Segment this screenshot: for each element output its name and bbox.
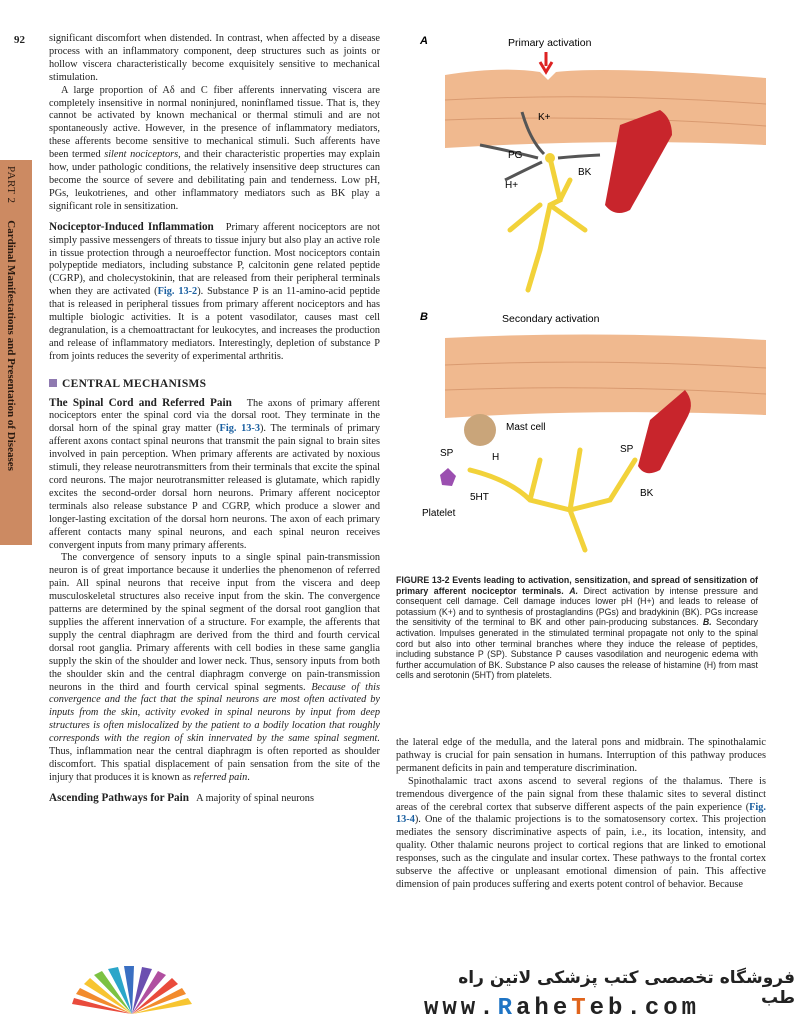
figure-link[interactable]: Fig. 13-2 <box>157 286 198 298</box>
paragraph: The convergence of sensory inputs to a single spinal pain-transmission neuron is of great importance because it underlies the phenomenon of referred pain. All spinal neurons that receive input from the viscera and deep musculoskeletal structures also receive input from the skin. The convergence patterns are determined by the spinal segment of the dorsal root ganglion that supplies the afferent innervation of a structure. For example, the afferents that supply the central diaphragm are derived from the third and fourth cervical dorsal root ganglia. Primary afferents with cell bodies in these same ganglia supply the skin of the shoulder and lower neck. Thus, sensory inputs from both the shoulder skin and the central diaphragm converge on pain-transmission neurons in the third and fourth cervical spinal segments. Because of this convergence and the fact that the spinal neurons are most often activated by inputs from the skin, activity evoked in spinal neurons by input from deep structures is often mislocalized by the patient to a bodily location that roughly corresponds with the region of skin innervated by the same spinal segment. Thus, inflammation near the central diaphragm is often reported as shoulder discomfort. This spatial displacement of pain sensation from the site of the injury that produces it is known as referred pain. <box>49 552 380 783</box>
brand-url[interactable]: www.RaheTeb.com <box>424 995 701 1022</box>
section-heading-ascending: Ascending Pathways for Pain <box>49 791 189 804</box>
caption-title: FIGURE 13-2 Events leading to activation, sensitization, and spread of sensitization of primary afferent nociceptor terminals. <box>396 575 758 596</box>
section-heading-spinal: The Spinal Cord and Referred Pain <box>49 396 232 409</box>
arrow-bk <box>558 155 600 158</box>
side-tab-title: Cardinal Manifestations and Presentation of Diseases <box>5 220 17 471</box>
label-sp-2: SP <box>620 444 634 455</box>
figure-link[interactable]: Fig. 13-3 <box>219 423 260 435</box>
left-column: significant discomfort when distended. In contrast, when affected by a disease process with an inflammatory component, deep structures such as joints or hollow viscera characteristically become exquisitely sensitive to mechanical stimulation. A large proportion of Aδ and C fiber afferents innervating viscera are completely insensitive in normal noninjured, noninflamed tissue. That is, they cannot be activated by known mechanical or thermal stimuli and are not spontaneously active. However, in the presence of inflammatory mediators, these afferents become sensitive to mechanical stimuli. Such afferents have been termed silent nociceptors, and their characteristic properties may explain how, under pathologic conditions, the relatively insensitive deep structures can become the source of severe and debilitating pain and tenderness. Low pH, PGs, leukotrienes, and other inflammatory mediators such as BK play a significant role in sensitization. Nociceptor-Induced Inflammation Primary afferent nociceptors are not simply passive messengers of threats to tissue injury but also play an active role in tissue protection through a neuroeffector function. Most nociceptors contain polypeptide mediators, including substance P, calcitonin gene related peptide (CGRP), and cholecystokinin, that are released from their peripheral terminals when they are activated (Fig. 13-2). Substance P is an 11-amino-acid peptide that is released in peripheral tissues from primary afferent nociceptors and has multiple biologic activities. It is a potent vasodilator, causes mast cell degranulation, is a chemoattractant for leukocytes, and increases the production and release of inflammatory mediators. Interestingly, depletion of substance P from joints reduces the severity of experimental arthritis. CENTRAL MECHANISMS The Spinal Cord and Referred Pain The axons of primary afferent nociceptors enter the spinal cord via the dorsal root. They terminate in the dorsal horn of the spinal gray matter (Fig. 13-3). The terminals of primary afferent axons contact spinal neurons that transmit the pain signal to brain sites involved in pain perception. When primary afferents are activated by noxious stimuli, they release neurotransmitters from their terminals that excite the spinal cord neurons. The major neurotransmitter released is glutamate, which rapidly excites the second-order dorsal horn neurons. Primary afferent nociceptor terminals also release substance P and CGRP, which produce a slower and longer-lasting excitation of the dorsal horn neurons. The axon of each primary afferent contacts many spinal neurons, and each spinal neuron receives convergent inputs from many primary afferents. The convergence of sensory inputs to a single spinal pain-transmission neuron is of great importance because it underlies the phenomenon of referred pain. All spinal neurons that receive input from the viscera and deep musculoskeletal structures also receive input from the skin. The convergence patterns are determined by the spinal segment of the dorsal root ganglion that supplies the afferent innervation of a structure. For example, the afferents that supply the central diaphragm are derived from the third and fourth cervical dorsal root ganglia. Primary afferents with cell bodies in these same ganglia supply the skin of the shoulder and lower neck. Thus, sensory inputs from both the shoulder skin and the central diaphragm converge on pain-transmission neurons in the third and fourth cervical spinal segments. Because of this convergence and the fact that the spinal neurons are most often activated by inputs from the skin, activity evoked in spinal neurons by input from deep structures is often mislocalized by the patient to a bodily location that roughly corresponds with the region of skin innervated by the same spinal segment. Thus, inflammation near the central diaphragm is often reported as shoulder discomfort. This spatial displacement of pain sensation from the site of the injury that produces it is known as referred pain. Ascending Pathways for Pain A majority of spinal neurons <box>49 33 380 804</box>
arrow-h <box>505 162 542 180</box>
panel-b-letter: B <box>420 311 428 323</box>
page-number: 92 <box>14 34 25 46</box>
paragraph: A large proportion of Aδ and C fiber afferents innervating viscera are completely insensitive in normal noninjured, noninflamed tissue. That is, they cannot be activated by known mechanical or thermal stimuli and are not spontaneously active. However, in the presence of inflammatory mediators, these afferents become sensitive to mechanical stimuli. Such afferents have been termed silent nociceptors, and their characteristic properties may explain how, under pathologic conditions, the relatively insensitive deep structures can become the source of severe and debilitating pain and tenderness. Low pH, PGs, leukotrienes, and other inflammatory mediators such as BK play a significant role in sensitization. <box>49 84 380 212</box>
part-side-tab <box>0 160 32 545</box>
platelet <box>440 468 456 486</box>
paragraph: Spinothalamic tract axons ascend to several regions of the thalamus. There is tremendous divergence of the pain signal from these thalamic sites to several distinct areas of the cerebral cortex that subserve different aspects of the pain experience (Fig. 13-4). One of the thalamic projections is to the somatosensory cortex. This projection mediates the sensory discriminative aspects of pain, i.e., its location, intensity, and quality. Other thalamic neurons project to cortical regions that are linked to emotional responses, such as the cingulate and insular cortex. These pathways to the frontal cortex subserve the affective or unpleasant emotional dimension of pain. This affective dimension of pain produces suffering and exerts potent control of behavior. Because <box>396 775 766 890</box>
label-pg: PG <box>508 150 523 161</box>
panel-a-title: Primary activation <box>508 37 592 49</box>
right-column <box>396 737 766 892</box>
side-tab-part: PART 2 <box>5 166 17 204</box>
section-heading-nociceptor: Nociceptor-Induced Inflammation <box>49 220 214 233</box>
panel-b-title: Secondary activation <box>502 313 600 325</box>
paragraph: significant discomfort when distended. In contrast, when affected by a disease process with an inflammatory component, deep structures such as joints or hollow viscera characteristically become exquisitely sensitive to mechanical stimulation. <box>49 33 380 83</box>
nociceptor-terminal <box>510 158 585 290</box>
label-bk: BK <box>578 167 592 178</box>
paragraph: the lateral edge of the medulla, and the lateral pons and midbrain. The spinothalamic pathway is crucial for pain sensation in humans. Interruption of this pathway produces permanent deficits in pain and temperature discrimination. <box>396 737 766 774</box>
brand-persian-name: فروشگاه تخصصی کتب پزشکی لاتین راه طب <box>458 968 795 1008</box>
label-bk-b: BK <box>640 488 654 499</box>
terminal-ending <box>545 153 555 163</box>
label-sp-1: SP <box>440 448 454 459</box>
figure-link[interactable]: Fig. 13-4 <box>396 801 766 826</box>
figure-caption: FIGURE 13-2 Events leading to activation, sensitization, and spread of sensitization of primary afferent nociceptor terminals. A. Direct activation by intense pressure and consequent cell damage. Cell damage induces lower pH (H+) and leads to release of potassium (K+) and to synthesis of prostaglandins (PGs) and bradykinin (BK). PGs increase the sensitivity of the terminal to BK and other pain-producing substances. B. Secondary activation. Impulses generated in the stimulated terminal propagate not only to the spinal cord but also into other terminal branches where they induce the release of peptides, including substance P (SP). Substance P causes vasodilation and neurogenic edema with further accumulation of BK. Substance P also causes the release of histamine (H) from mast cells and serotonin (5HT) from platelets. <box>396 575 759 681</box>
panel-a-letter: A <box>420 35 428 47</box>
mast-cell <box>464 414 496 446</box>
label-5ht: 5HT <box>470 492 489 503</box>
figure-13-2 <box>410 30 766 565</box>
book-fan-logo-icon <box>62 966 202 1016</box>
label-k: K+ <box>538 112 551 123</box>
pressure-arrow-icon <box>540 52 552 72</box>
label-mast-cell: Mast cell <box>506 422 546 433</box>
nociceptor-branches <box>470 450 635 550</box>
section-heading-central: CENTRAL MECHANISMS <box>49 378 380 391</box>
skin-layer <box>445 70 766 148</box>
square-bullet-icon <box>49 379 57 387</box>
label-h: H+ <box>505 180 519 191</box>
label-platelet: Platelet <box>422 508 456 519</box>
skin-layer-b <box>445 334 766 418</box>
figure-illustration <box>410 30 766 565</box>
label-h-b: H <box>492 452 500 463</box>
